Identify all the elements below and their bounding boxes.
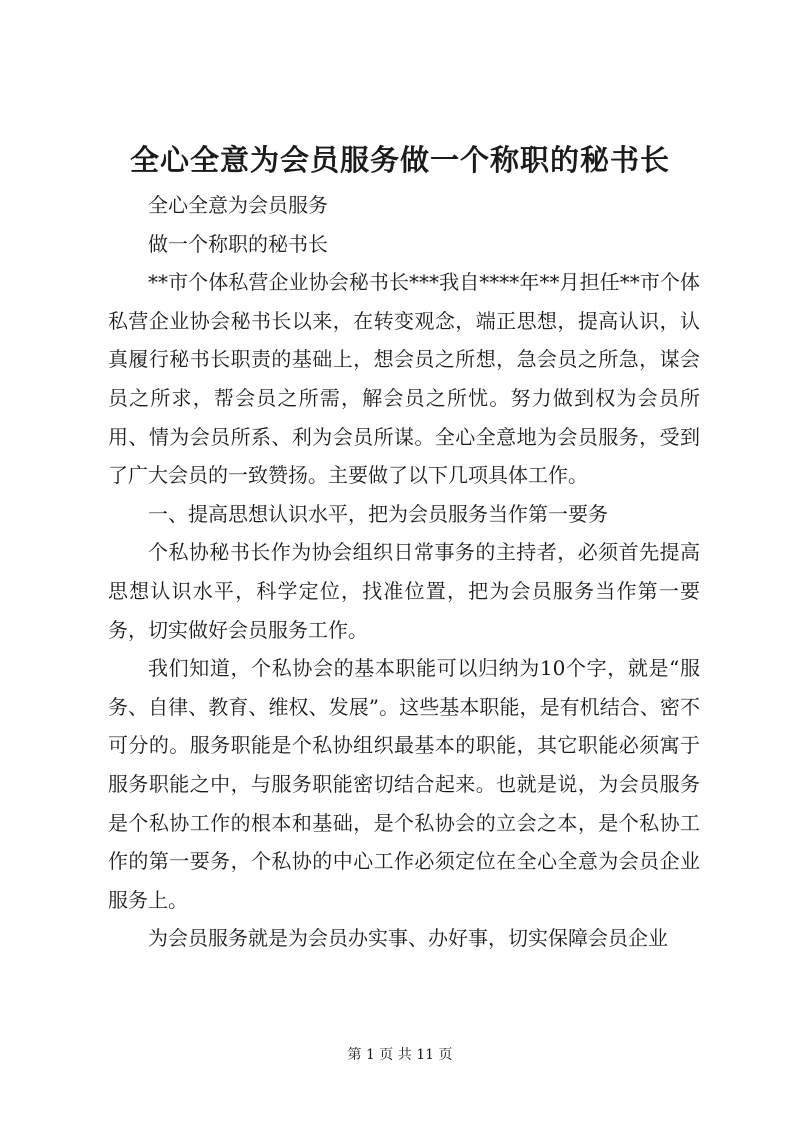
paragraph-functions: 我们知道，个私协会的基本职能可以归纳为10个字，就是“服务、自律、教育、维权、发展”。这些基本职能，是有机结合、密不可分的。服务职能是个私协组织最基本的职能，其它职能必须寓于服务职能之中，与服务职能密切结合起来。也就是说，为会员服务是个私协工作的根本和基础，是个私协会的立会之本，是个私协工作的第一要务，个私协的中心工作必须定位在全心全意为会员企业服务上。: [108, 656, 700, 912]
paragraph-intro: **市个体私营企业协会秘书长***我自****年**月担任**市个体私营企业协会秘书长以来，在转变观念，端正思想，提高认识，认真履行秘书长职责的基础上，想会员之所想，急会员之所急，谋会员之所求，帮会员之所需，解会员之所忧。努力做到权为会员所用、情为会员所系、利为会员所谋。全心全意地为会员服务，受到了广大会员的一致赞扬。主要做了以下几项具体工作。: [108, 270, 700, 488]
paragraph-section-1: 个私协秘书长作为协会组织日常事务的主持者，必须首先提高思想认识水平，科学定位，找准位置，把为会员服务当作第一要务，切实做好会员服务工作。: [108, 540, 700, 642]
subtitle-line-1: 全心全意为会员服务: [148, 193, 328, 217]
paragraph-service: 为会员服务就是为会员办实事、办好事，切实保障会员企业: [148, 926, 668, 951]
document-title: 全心全意为会员服务做一个称职的秘书长: [129, 143, 670, 177]
document-body: [108, 186, 700, 958]
section-heading-1: 一、提高思想认识水平，把为会员服务当作第一要务: [148, 501, 608, 526]
page-footer: 第 1 页 共 11 页: [347, 1047, 453, 1063]
subtitle-line-2: 做一个称职的秘书长: [148, 231, 328, 256]
